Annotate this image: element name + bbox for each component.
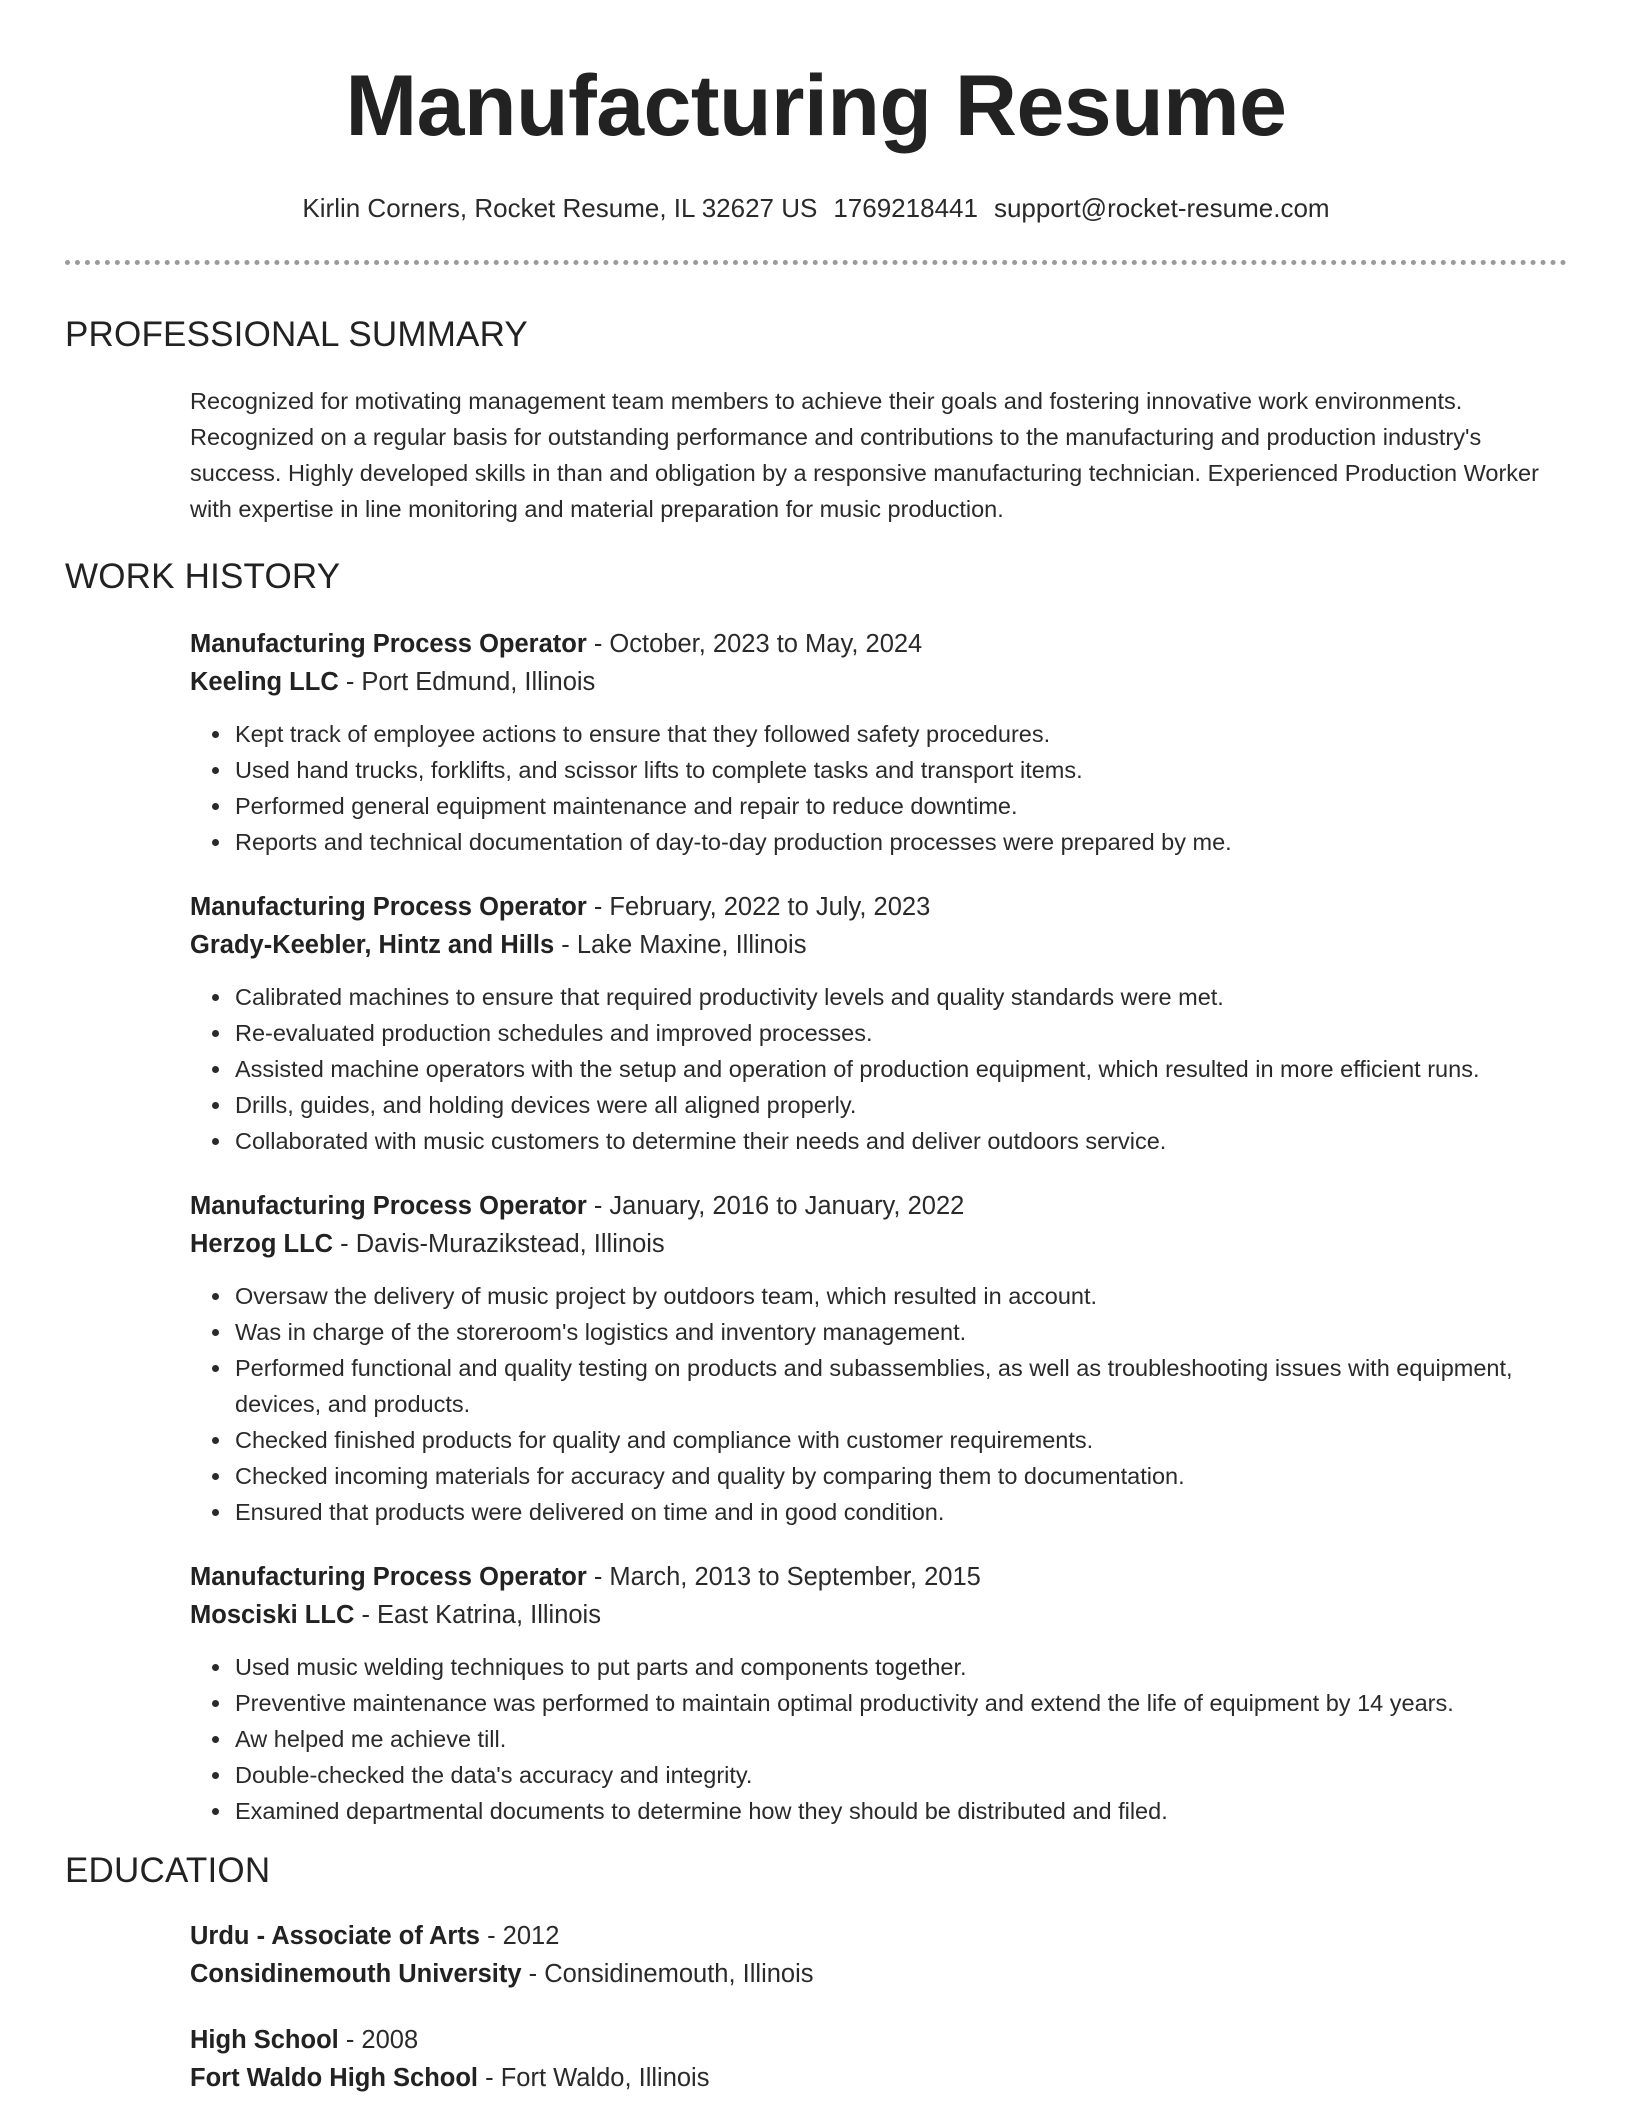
job-title-line	[190, 1187, 1567, 1225]
list-item: • Checked finished products for quality and compliance with customer requirements.	[233, 1422, 1567, 1458]
job-company-line	[190, 1225, 1567, 1263]
job-dates: - March, 2013 to September, 2015	[586, 1563, 981, 1591]
list-item: • Drills, guides, and holding devices were all aligned properly.	[233, 1087, 1567, 1123]
contact-line	[65, 192, 1567, 224]
list-item: • Oversaw the delivery of music project by outdoors team, which resulted in account.	[233, 1278, 1567, 1314]
education-school: Considinemouth University	[190, 1960, 522, 1988]
summary-heading: PROFESSIONAL SUMMARY	[65, 315, 528, 354]
contact-phone: 1769218441	[833, 193, 978, 223]
education-degree: Urdu - Associate of Arts	[190, 1922, 480, 1950]
job-bullets	[190, 1649, 1567, 1829]
education-degree-line	[190, 1917, 1567, 1955]
education-entry	[65, 2021, 1567, 2097]
list-item: • Preventive maintenance was performed to maintain optimal productivity and extend the life of equipment by 14 years.	[233, 1685, 1567, 1721]
education-year: - 2008	[338, 2026, 419, 2054]
job-company: Herzog LLC	[190, 1230, 334, 1258]
list-item: • Aw helped me achieve till.	[233, 1721, 1567, 1757]
job-location: - East Katrina, Illinois	[354, 1601, 601, 1629]
job-location: - Davis-Murazikstead, Illinois	[333, 1230, 665, 1258]
job-company-line	[190, 663, 1567, 701]
list-item: • Was in charge of the storeroom's logistics and inventory management.	[233, 1314, 1567, 1350]
job-entry	[65, 1187, 1567, 1530]
list-item: • Used hand trucks, forklifts, and scissor lifts to complete tasks and transport items.	[233, 752, 1567, 788]
job-dates: - October, 2023 to May, 2024	[586, 630, 923, 658]
job-entry	[65, 888, 1567, 1159]
list-item: • Double-checked the data's accuracy and integrity.	[233, 1757, 1567, 1793]
contact-address: Kirlin Corners, Rocket Resume, IL 32627 US	[302, 193, 818, 223]
job-title: Manufacturing Process Operator	[190, 893, 587, 921]
education-heading: EDUCATION	[65, 1851, 271, 1890]
job-title-line	[190, 1558, 1567, 1596]
education-entry	[65, 1917, 1567, 1993]
list-item: • Examined departmental documents to determine how they should be distributed and filed.	[233, 1793, 1567, 1829]
education-degree-line	[190, 2021, 1567, 2059]
education-location: - Fort Waldo, Illinois	[478, 2064, 710, 2092]
job-title-line	[190, 888, 1567, 926]
job-dates: - February, 2022 to July, 2023	[586, 893, 931, 921]
job-company-line	[190, 926, 1567, 964]
job-entry	[65, 1558, 1567, 1829]
job-title: Manufacturing Process Operator	[190, 1192, 587, 1220]
job-title: Manufacturing Process Operator	[190, 1563, 587, 1591]
education-location: - Considinemouth, Illinois	[521, 1960, 814, 1988]
summary-text: Recognized for motivating management team members to achieve their goals and fostering innovative work environments. Recognized on a regular basis for outstanding performance and contributions to the manufacturing and production industry's success. Highly developed skills in than and obligation by a responsive manufacturing technician. Experienced Production Worker with expertise in line monitoring and material preparation for music production.	[190, 388, 1539, 522]
job-entry	[65, 625, 1567, 860]
education-school-line	[190, 1955, 1567, 1993]
list-item: • Calibrated machines to ensure that required productivity levels and quality standards were met.	[233, 979, 1567, 1015]
education-school-line	[190, 2059, 1567, 2097]
list-item: • Checked incoming materials for accuracy and quality by comparing them to documentation.	[233, 1458, 1567, 1494]
header-divider	[65, 260, 1567, 265]
list-item: • Performed general equipment maintenance and repair to reduce downtime.	[233, 788, 1567, 824]
education-year: - 2012	[480, 1922, 560, 1950]
job-bullets	[190, 716, 1567, 860]
job-title: Manufacturing Process Operator	[190, 630, 587, 658]
resume-title: Manufacturing Resume	[345, 58, 1287, 154]
education-section	[65, 1849, 1567, 2097]
work-history-section	[65, 555, 1567, 1829]
job-dates: - January, 2016 to January, 2022	[586, 1192, 965, 1220]
job-company: Grady-Keebler, Hintz and Hills	[190, 931, 555, 959]
list-item: • Performed functional and quality testing on products and subassemblies, as well as troubleshooting issues with equipment, devices, and products.	[233, 1350, 1567, 1422]
contact-email: support@rocket-resume.com	[993, 193, 1330, 223]
job-title-line	[190, 625, 1567, 663]
list-item: • Assisted machine operators with the setup and operation of production equipment, which resulted in more efficient runs.	[233, 1051, 1567, 1087]
summary-section	[65, 313, 1567, 527]
list-item: • Reports and technical documentation of day-to-day production processes were prepared by me.	[233, 824, 1567, 860]
education-school: Fort Waldo High School	[190, 2064, 479, 2092]
job-location: - Port Edmund, Illinois	[338, 668, 596, 696]
list-item: • Used music welding techniques to put parts and components together.	[233, 1649, 1567, 1685]
job-company: Keeling LLC	[190, 668, 339, 696]
job-bullets	[190, 1278, 1567, 1530]
job-location: - Lake Maxine, Illinois	[554, 931, 807, 959]
education-degree: High School	[190, 2026, 339, 2054]
list-item: • Kept track of employee actions to ensure that they followed safety procedures.	[233, 716, 1567, 752]
list-item: • Collaborated with music customers to determine their needs and deliver outdoors service.	[233, 1123, 1567, 1159]
job-company: Mosciski LLC	[190, 1601, 355, 1629]
work-history-heading: WORK HISTORY	[65, 557, 341, 596]
job-bullets	[190, 979, 1567, 1159]
list-item: • Re-evaluated production schedules and improved processes.	[233, 1015, 1567, 1051]
job-company-line	[190, 1596, 1567, 1634]
list-item: • Ensured that products were delivered on time and in good condition.	[233, 1494, 1567, 1530]
